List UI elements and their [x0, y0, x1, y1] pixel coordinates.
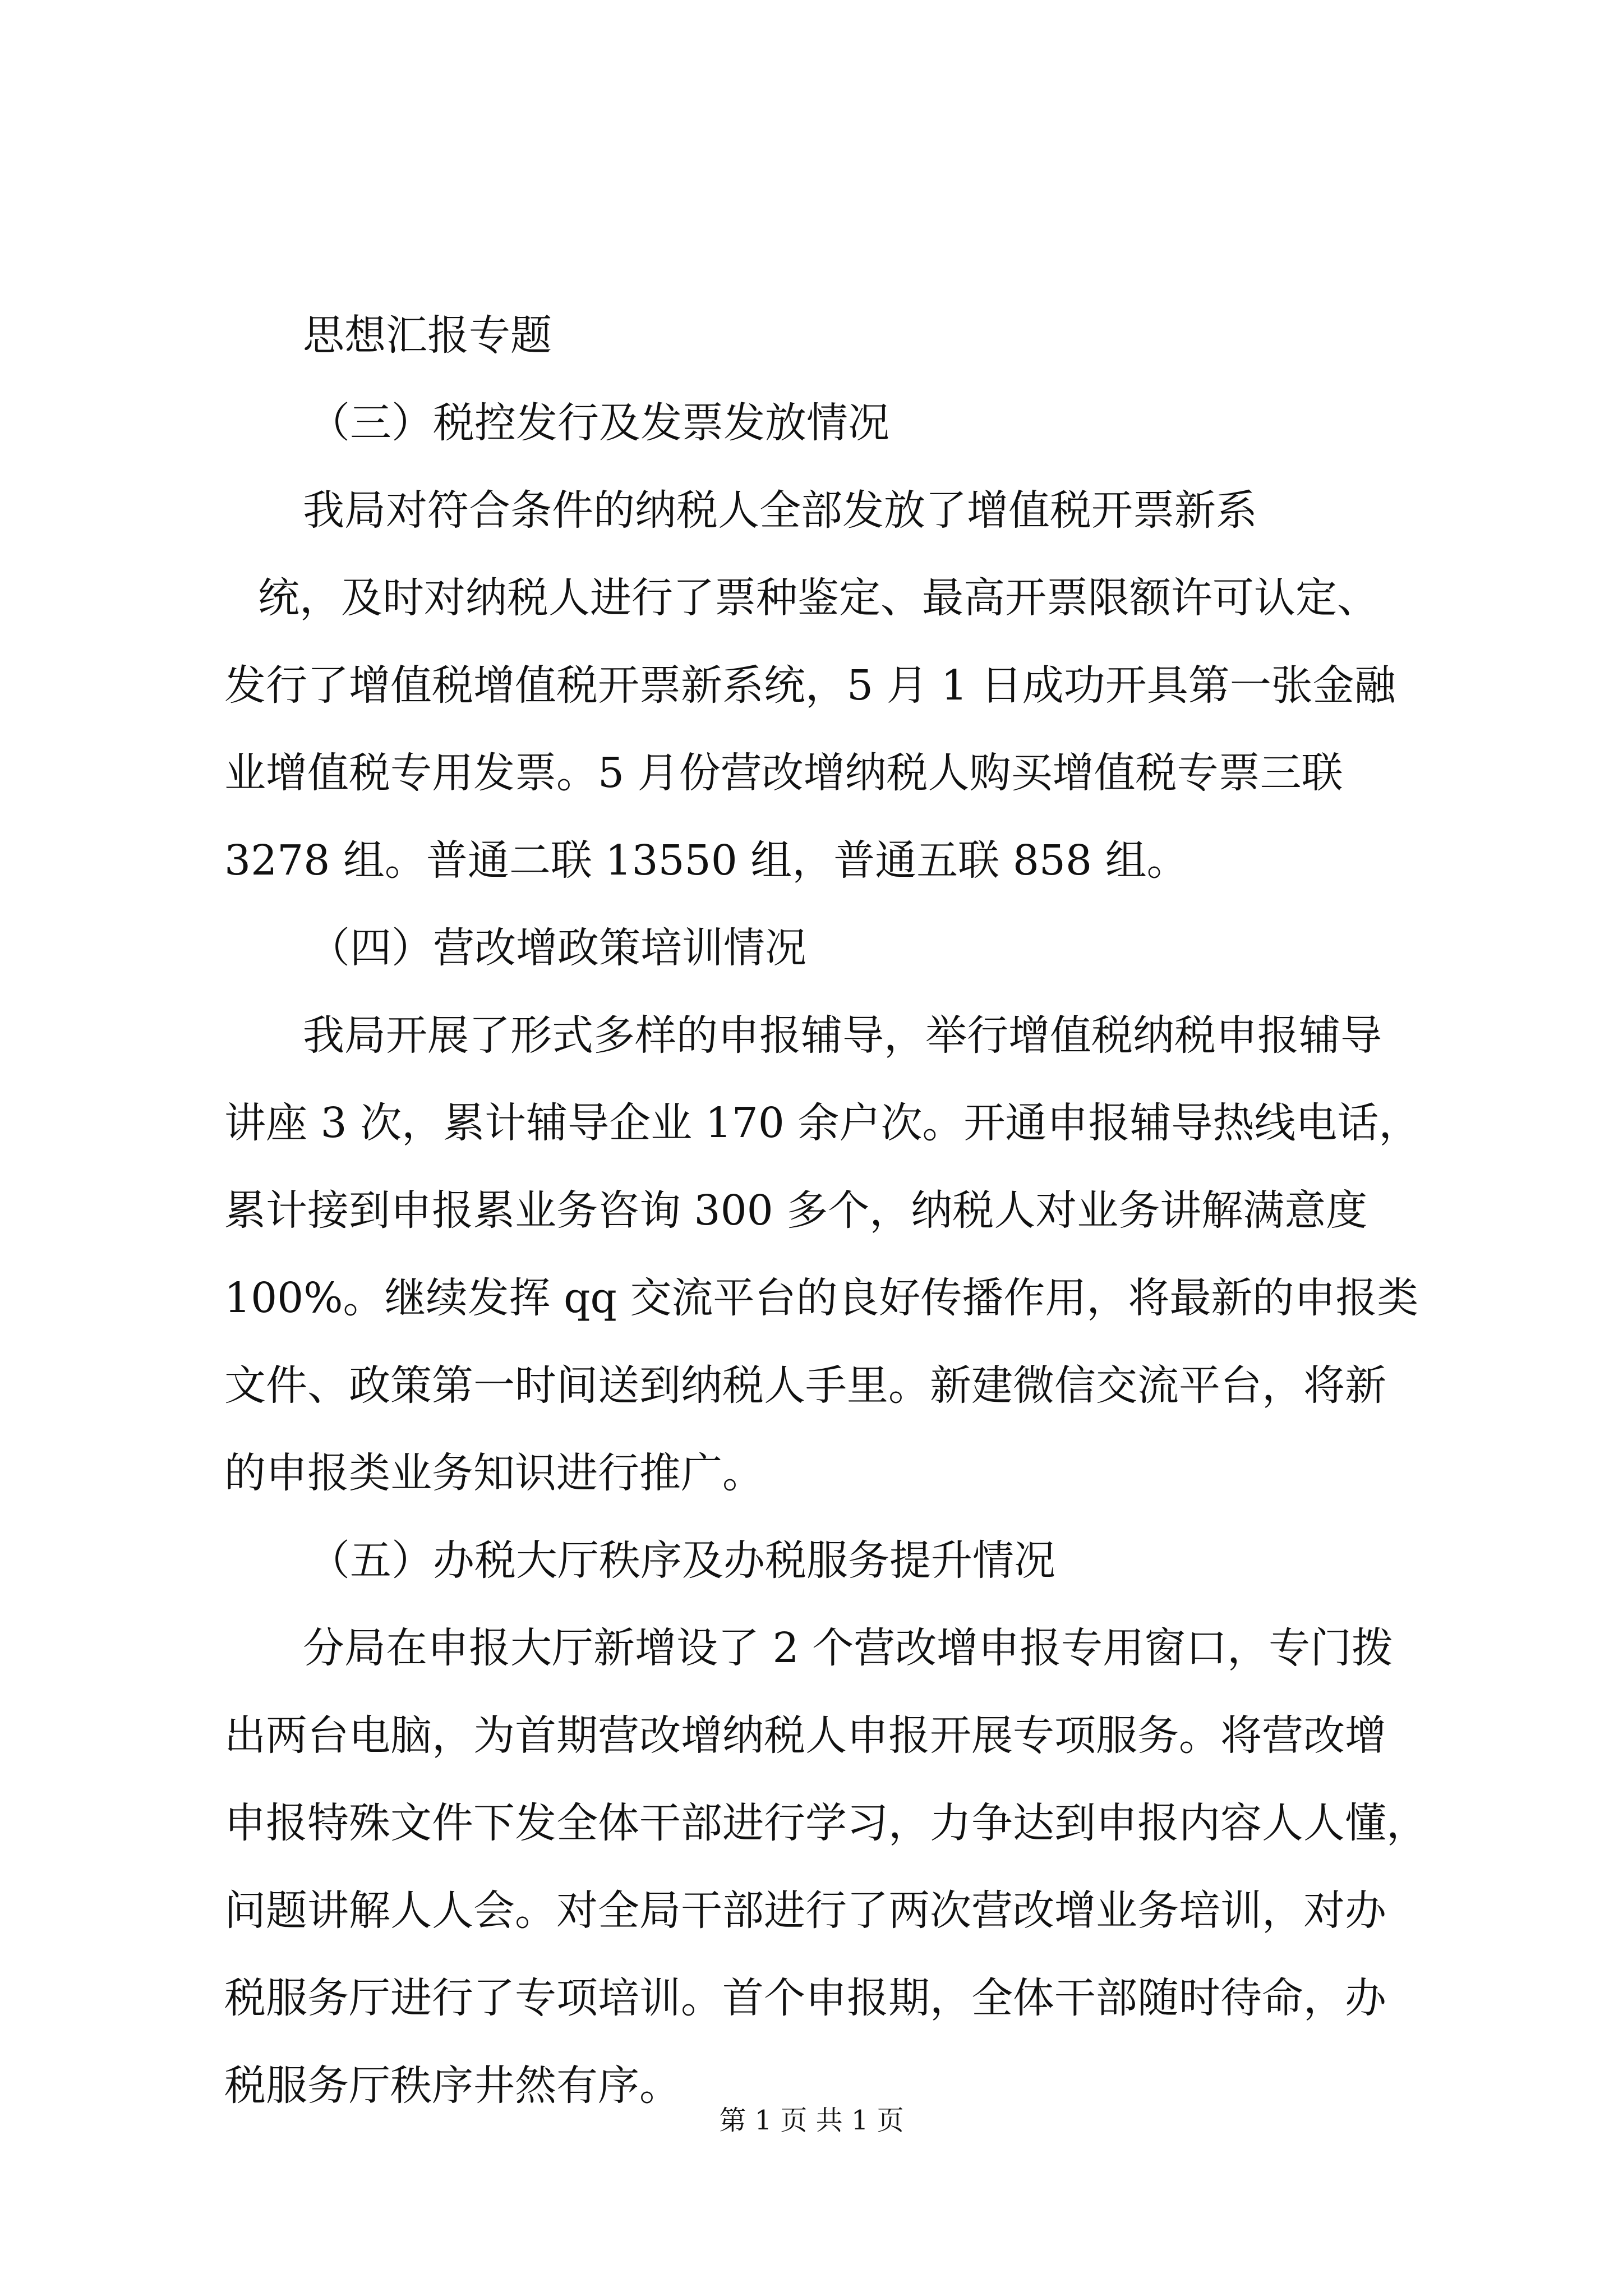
- paragraph-line: 的申报类业务知识进行推广。: [224, 1449, 764, 1497]
- paragraph-line: 申报特殊文件下发全体干部进行学习，力争达到申报内容人人懂，: [224, 1799, 1428, 1847]
- paragraph-line: 我局开展了形式多样的申报辅导，举行增值税纳税申报辅导: [303, 1011, 1382, 1060]
- paragraph-line: 100%。继续发挥 qq 交流平台的良好传播作用，将最新的申报类: [224, 1274, 1419, 1322]
- doc-line-title: 思想汇报专题: [303, 311, 552, 360]
- paragraph-line: 税服务厅秩序井然有序。: [224, 2062, 681, 2110]
- paragraph-line: 讲座 3 次，累计辅导企业 170 余户次。开通申报辅导热线电话，: [224, 1099, 1421, 1147]
- paragraph-line: 出两台电脑，为首期营改增纳税人申报开展专项服务。将营改增: [224, 1711, 1386, 1760]
- paragraph-line: 3278 组。普通二联 13550 组，普通五联 858 组。: [224, 836, 1188, 885]
- section-heading-4: （四）营改增政策培训情况: [308, 924, 806, 972]
- paragraph-line: 业增值税专用发票。5 月份营改增纳税人购买增值税专票三联: [224, 749, 1343, 797]
- paragraph-line: 文件、政策第一时间送到纳税人手里。新建微信交流平台，将新: [224, 1361, 1386, 1410]
- section-heading-5: （五）办税大厅秩序及办税服务提升情况: [308, 1536, 1055, 1585]
- paragraph-line: 税服务厅进行了专项培训。首个申报期，全体干部随时待命，办: [224, 1974, 1386, 2022]
- page-footer: 第 1 页 共 1 页: [719, 2105, 904, 2136]
- paragraph-line: 发行了增值税增值税开票新系统，5 月 1 日成功开具第一张金融: [224, 661, 1396, 710]
- paragraph-line: 累计接到申报累业务咨询 300 多个，纳税人对业务讲解满意度: [224, 1186, 1368, 1235]
- section-heading-3: （三）税控发行及发票发放情况: [308, 399, 889, 447]
- paragraph-line: 问题讲解人人会。对全局干部进行了两次营改增业务培训，对办: [224, 1887, 1386, 1935]
- paragraph-line: 统，及时对纳税人进行了票种鉴定、最高开票限额许可认定、: [258, 574, 1378, 622]
- document-body: [224, 292, 1428, 2129]
- paragraph-line: 分局在申报大厅新增设了 2 个营改增申报专用窗口，专门拨: [303, 1624, 1394, 1672]
- paragraph-line: 我局对符合条件的纳税人全部发放了增值税开票新系: [303, 486, 1257, 535]
